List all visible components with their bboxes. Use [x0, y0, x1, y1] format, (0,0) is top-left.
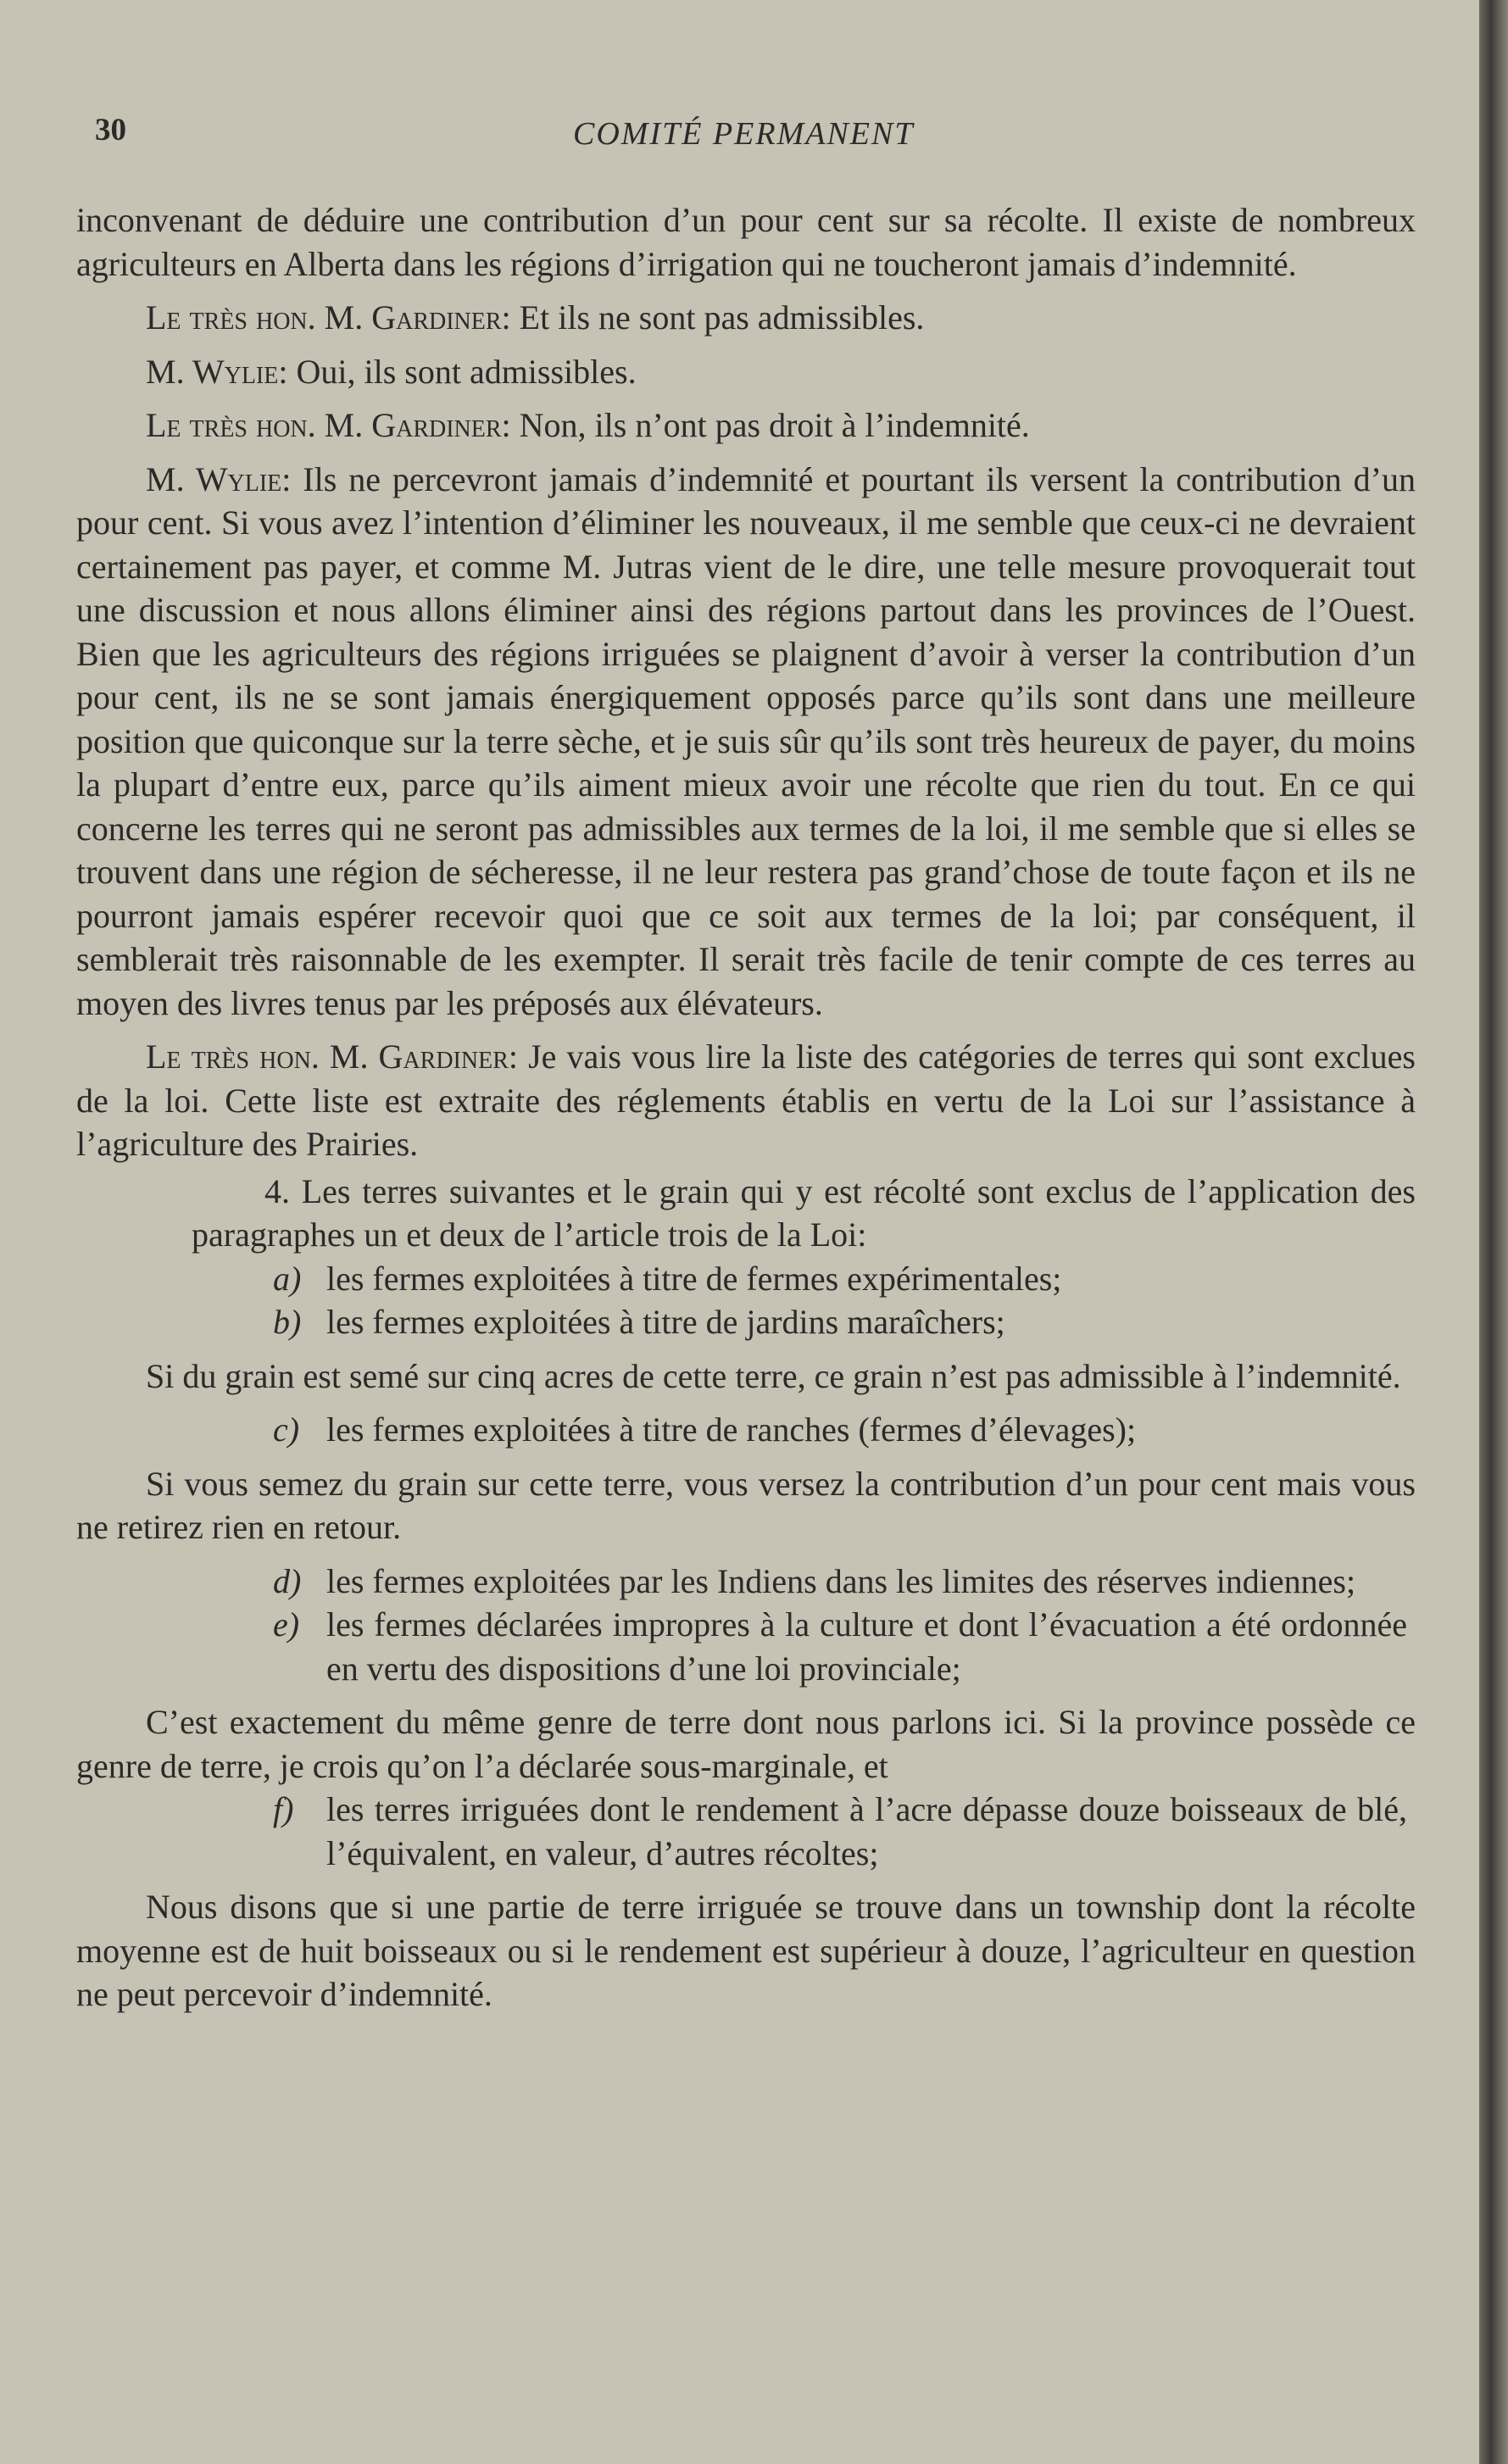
list-item-label: a): [273, 1259, 302, 1298]
paragraph: C’est exactement du même genre de terre dont nous parlons ici. Si la province possède ce genre de terre, je crois qu’on l’a déclarée sous-marginale, et: [76, 1703, 1416, 1785]
list-item: [76, 1257, 1416, 1301]
list-item: [76, 1603, 1416, 1690]
page-number: 30: [95, 113, 126, 147]
paragraph: [76, 458, 1416, 1026]
list-item-text: les fermes exploitées à titre de fermes expérimentales;: [326, 1259, 1062, 1298]
list-item: [76, 1560, 1416, 1604]
paragraph-text: Et ils ne sont pas admissibles.: [510, 298, 925, 337]
speaker-name: M. Wylie:: [146, 459, 292, 498]
list-item-label: e): [273, 1605, 300, 1644]
page-edge-shadow: [1479, 0, 1508, 2464]
page-body: [76, 198, 1416, 2016]
list-item-label: d): [273, 1561, 302, 1600]
paragraph: [76, 350, 1416, 394]
list-item-text: les fermes déclarées impropres à la culture et dont l’évacuation a été ordonnée en vertu des dispositions d’une loi provinciale;: [326, 1605, 1407, 1688]
list-item-label: c): [273, 1410, 300, 1449]
speaker-name: Le très hon. M. Gardiner:: [146, 1037, 518, 1076]
paragraph-text: inconvenant de déduire une contribution d’un pour cent sur sa récolte. Il existe de nombreux agriculteurs en Alberta dans les régions d’irrigation qui ne toucheront jamais d’indemnité.: [76, 201, 1416, 283]
list-item-text: les fermes exploitées à titre de ranches (fermes d’élevages);: [326, 1410, 1137, 1449]
list-item-text: les fermes exploitées par les Indiens dans les limites des réserves indiennes;: [326, 1561, 1356, 1600]
speaker-name: Le très hon. M. Gardiner:: [146, 406, 511, 444]
speaker-name: M. Wylie:: [146, 352, 288, 391]
paragraph: [76, 403, 1416, 448]
paragraph: [76, 296, 1416, 340]
list-item: [76, 1408, 1416, 1452]
paragraph-text: Oui, ils sont admissibles.: [287, 352, 637, 391]
page-header: [0, 112, 1479, 163]
list-item-text: les terres irriguées dont le rendement à l’acre dépasse douze boisseaux de blé, l’équivalent, en valeur, d’autres récoltes;: [326, 1790, 1407, 1872]
paragraph-text: Ils ne percevront jamais d’indemnité et pourtant ils versent la contribution d’un pour cent. Si vous avez l’intention d’éliminer les nouveaux, il me semble que ceux-ci ne devraient certainement pas payer, et comme M. Jutras vient de le dire, une telle mesure provoquerait tout une discussion et nous allons éliminer ainsi des régions partout dans les provinces de l’Ouest. Bien que les agriculteurs des régions irriguées se plaignent d’avoir à verser la contribution d’un pour cent, ils ne se sont jamais énergiquement opposés parce qu’ils sont dans une meilleure position que quiconque sur la terre sèche, et je suis sûr qu’ils sont très heureux de payer, du moins la plupart d’entre eux, parce qu’ils aiment mieux avoir une récolte que rien du tout. En ce qui concerne les terres qui ne seront pas admissibles aux termes de la loi, il me semble que si elles se trouvent dans une région de sécheresse, il ne leur restera pas grand’chose de toute façon et ils ne pourront jamais espérer recevoir quoi que ce soit aux termes de la loi; par conséquent, il semblerait très raisonnable de les exempter. Il serait très facile de tenir compte de ces terres au moyen des livres tenus par les préposés aux élévateurs.: [76, 459, 1416, 1022]
running-title: COMITÉ PERMANENT: [573, 116, 915, 152]
regulation-quote: 4. Les terres suivantes et le grain qui y est récolté sont exclus de l’application des paragraphes un et deux de l’article trois de la Loi:: [192, 1171, 1416, 1254]
paragraph: Nous disons que si une partie de terre irriguée se trouve dans un township dont la récolte moyenne est de huit boisseaux ou si le rendement est supérieur à douze, l’agriculteur en question ne peut percevoir d’indemnité.: [76, 1888, 1416, 2013]
paragraph-text: Je vais vous lire la liste des catégories de terres qui sont exclues de la loi. Cette liste est extraite des réglements établis en vertu de la Loi sur l’assistance à l’agriculture des Prairies.: [76, 1037, 1416, 1163]
paragraph: [76, 198, 1416, 286]
list-item-label: f): [273, 1790, 294, 1828]
speaker-name: Le très hon. M. Gardiner:: [146, 298, 511, 337]
list-item-text: les fermes exploitées à titre de jardins maraîchers;: [326, 1303, 1005, 1341]
paragraph: Si vous semez du grain sur cette terre, vous versez la contribution d’un pour cent mais vous ne retirez rien en retour.: [76, 1464, 1416, 1546]
list-item: [76, 1788, 1416, 1875]
paragraph: [76, 1035, 1416, 1166]
paragraph: Si du grain est semé sur cinq acres de cette terre, ce grain n’est pas admissible à l’indemnité.: [146, 1356, 1401, 1395]
list-item: [76, 1300, 1416, 1344]
paragraph-text: Non, ils n’ont pas droit à l’indemnité.: [510, 406, 1030, 444]
list-item-label: b): [273, 1303, 302, 1341]
